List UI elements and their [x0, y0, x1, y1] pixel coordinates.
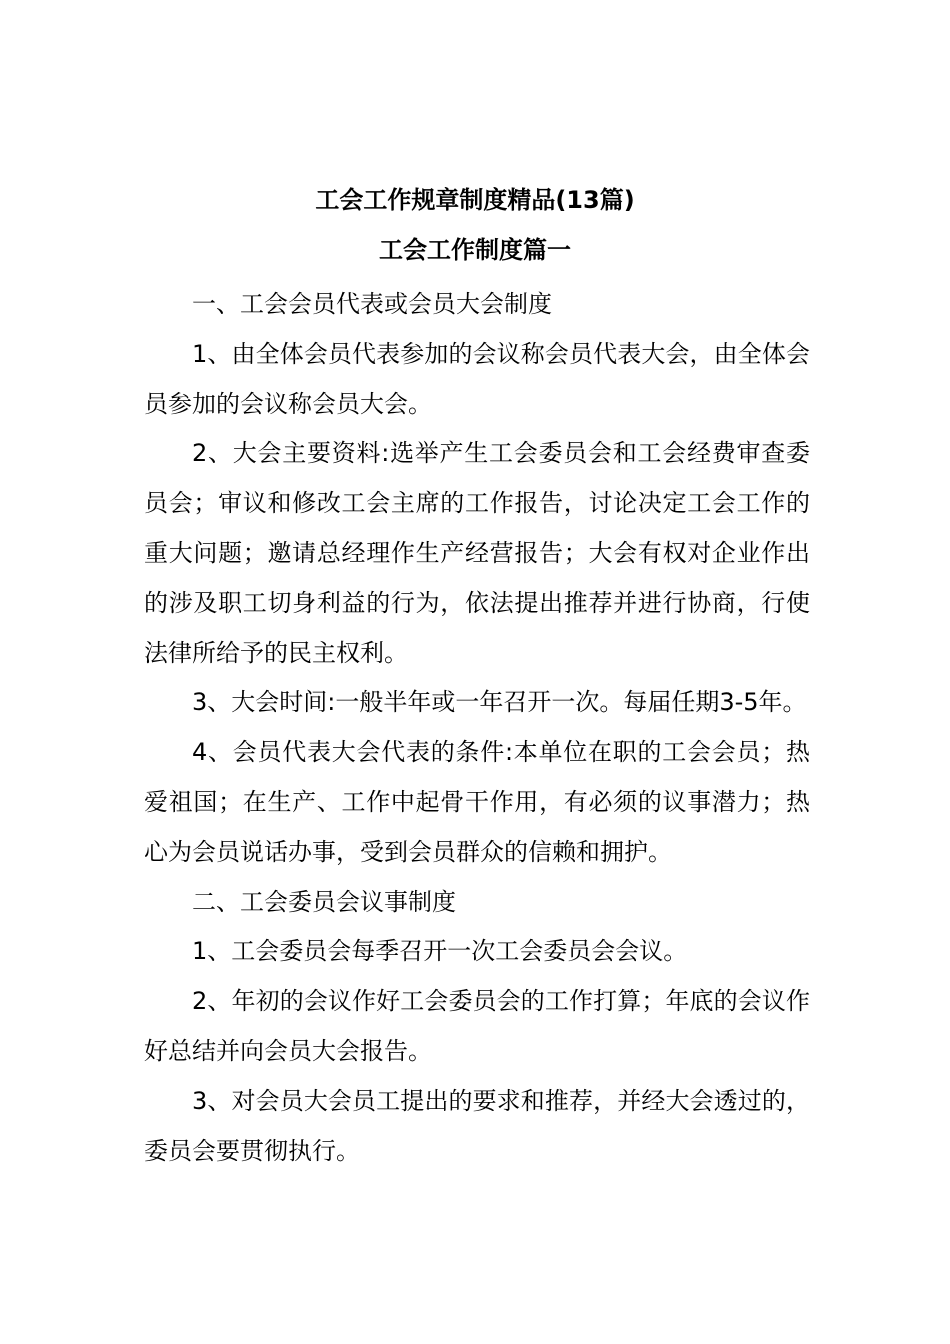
- paragraph: 4、会员代表大会代表的条件:本单位在职的工会会员；热爱祖国；在生产、工作中起骨干作用，有必须的议事潜力；热心为会员说话办事，受到会员群众的信赖和拥护。: [144, 738, 810, 866]
- paragraph: 二、工会委员会议事制度: [192, 887, 456, 916]
- paragraph: 一、工会会员代表或会员大会制度: [192, 290, 552, 318]
- paragraph: 3、对会员大会员工提出的要求和推荐，并经大会透过的，委员会要贯彻执行。: [144, 1086, 810, 1165]
- section-heading: 工会工作制度篇一: [379, 236, 571, 264]
- paragraph: 2、年初的会议作好工会委员会的工作打算；年底的会议作好总结并向会员大会报告。: [144, 987, 810, 1065]
- document-title: 工会工作规章制度精品(13篇): [315, 186, 635, 214]
- paragraph: 1、由全体会员代表参加的会议称会员代表大会，由全体会员参加的会议称会员大会。: [144, 339, 810, 418]
- paragraph: 1、工会委员会每季召开一次工会委员会会议。: [192, 937, 688, 966]
- document-body: [144, 280, 810, 1176]
- paragraph: 3、大会时间:一般半年或一年召开一次。每届任期3-5年。: [192, 688, 807, 717]
- paragraph: 2、大会主要资料:选举产生工会委员会和工会经费审查委员会；审议和修改工会主席的工作报告，讨论决定工会工作的重大问题；邀请总经理作生产经营报告；大会有权对企业作出的涉及职工切身利益的行为，依法提出推荐并进行协商，行使法律所给予的民主权利。: [144, 439, 810, 667]
